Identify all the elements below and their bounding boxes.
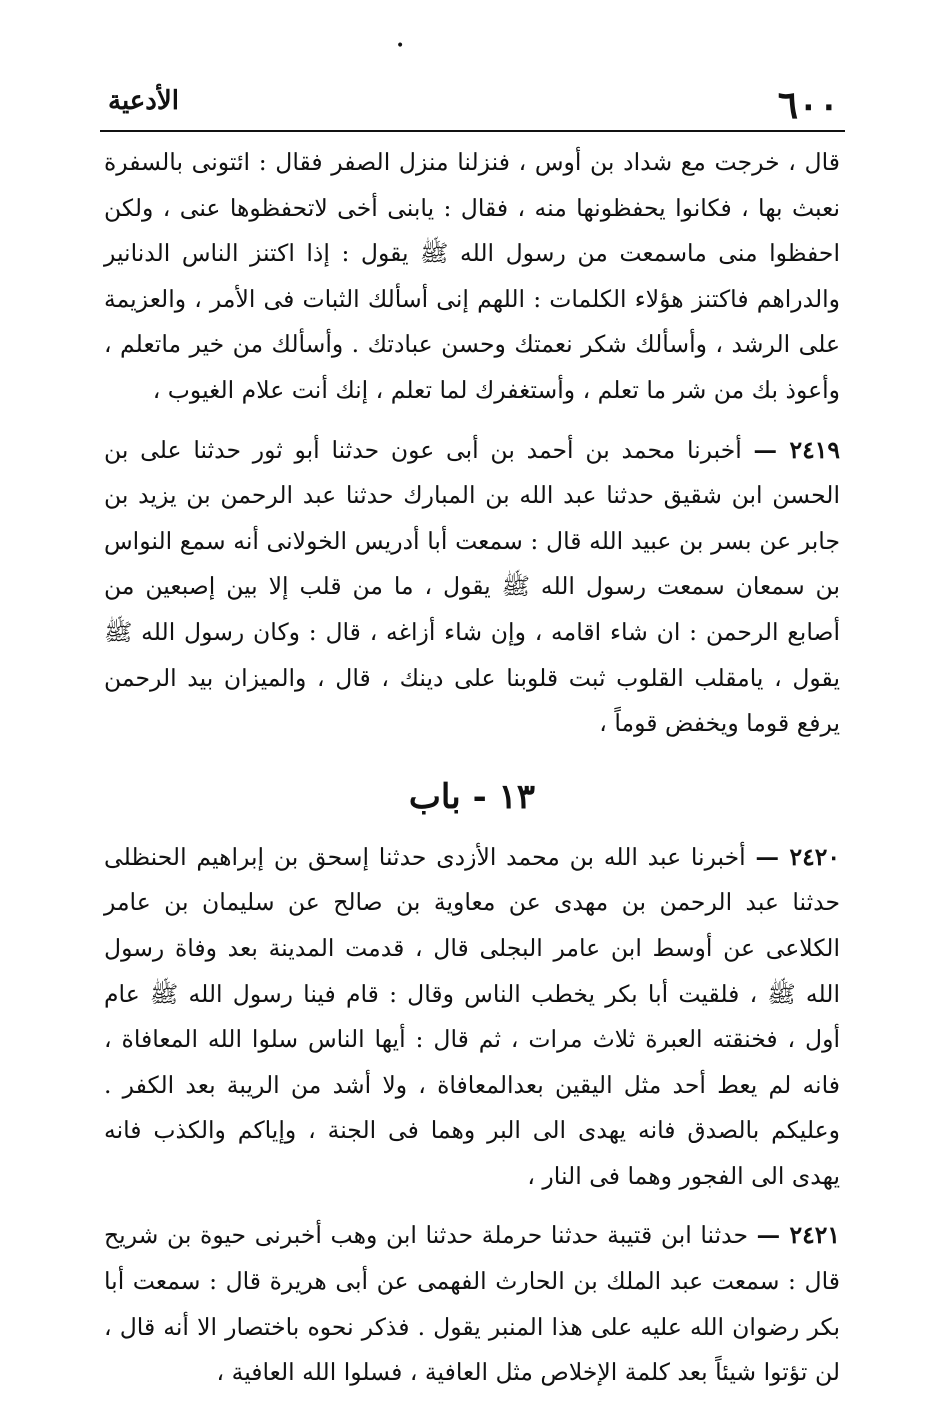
hadith-text: أخبرنا عبد الله بن محمد الأزدى حدثنا إسحق بن إبراهيم الحنظلى حدثنا عبد الرحمن بن مهدى عن معاوية بن صالح عن سليمان بن عامر الكلاعى عن أوسط ابن عامر البجلى قال ، قدمت المدينة بعد وفاة رسول الله ﷺ ، فلقيت أبا بكر يخطب الناس وقال : قام فينا رسول الله ﷺ عام أول ، فخنقته العبرة ثلاث مرات ، ثم قال : أيها الناس سلوا الله المعافاة ، فانه لم يعط أحد مثل اليقين بعدالمعافاة ، ولا أشد من الريبة بعد الكفر . وعليكم بالصدق فانه يهدى الى البر وهما فى الجنة ، وإياكم والكذب فانه يهدى الى الفجور وهما فى النار ، xyxy=(104,842,840,1190)
running-title: الأدعية xyxy=(108,86,179,116)
hadith-2419 xyxy=(104,428,840,747)
section-heading: ١٣ - باب xyxy=(408,776,536,817)
hadith-text: أخبرنا محمد بن أحمد بن أبى عون حدثنا أبو ثور حدثنا على بن الحسن ابن شقيق حدثنا عبد الله بن المبارك حدثنا عبد الرحمن بن يزيد بن جابر عن بسر بن عبيد الله قال : سمعت أبا أدريس الخولانى أنه سمع النواس بن سمعان سمعت رسول الله ﷺ يقول ، ما من قلب إلا بين إصبعين من أصابع الرحمن : ان شاء اقامه ، وإن شاء أزاغه ، قال : وكان رسول الله ﷺ يقول ، يامقلب القلوب ثبت قلوبنا على دينك ، قال ، والميزان بيد الرحمن يرفع قوما ويخفض قوماً ، xyxy=(104,435,840,738)
page-body xyxy=(104,140,840,1410)
page-mark-dot: • xyxy=(396,38,405,54)
paragraph-intro xyxy=(104,140,840,414)
hadith-number: ٢٤٢١ — xyxy=(756,1221,840,1250)
hadith-2420 xyxy=(104,835,840,1200)
hadith-number: ٢٤١٩ — xyxy=(753,435,840,464)
page-header xyxy=(100,78,845,132)
page-number: ٦٠٠ xyxy=(777,82,839,127)
hadith-number: ٢٤٢٠ — xyxy=(755,842,840,871)
paragraph-text: قال ، خرجت مع شداد بن أوس ، فنزلنا منزل الصفر فقال : ائتونى بالسفرة نعبث بها ، فكانوا يحفظونها منه ، فقال : يابنى أخى لاتحفظوها عنى ، ولكن احفظوا منى ماسمعت من رسول الله ﷺ يقول : إذا اكتنز الناس الدنانير والدراهم فاكتنز هؤلاء الكلمات : اللهم إنى أسألك الثبات فى الأمر ، والعزيمة على الرشد ، وأسألك شكر نعمتك وحسن عبادتك . وأسألك من خير ماتعلم ، وأعوذ بك من شر ما تعلم ، وأستغفرك لما تعلم ، إنك أنت علام الغيوب ، xyxy=(104,148,840,404)
hadith-text: حدثنا ابن قتيبة حدثنا حرملة حدثنا ابن وهب أخبرنى حيوة بن شريح قال : سمعت عبد الملك بن الحارث الفهمى عن أبى هريرة قال : سمعت أبا بكر رضوان الله عليه على هذا المنبر يقول . فذكر نحوه باختصار الا أنه قال ، لن تؤتوا شيئاً بعد كلمة الإخلاص مثل العافية ، فسلوا الله العافية ، xyxy=(104,1221,840,1387)
hadith-2421 xyxy=(104,1213,840,1395)
